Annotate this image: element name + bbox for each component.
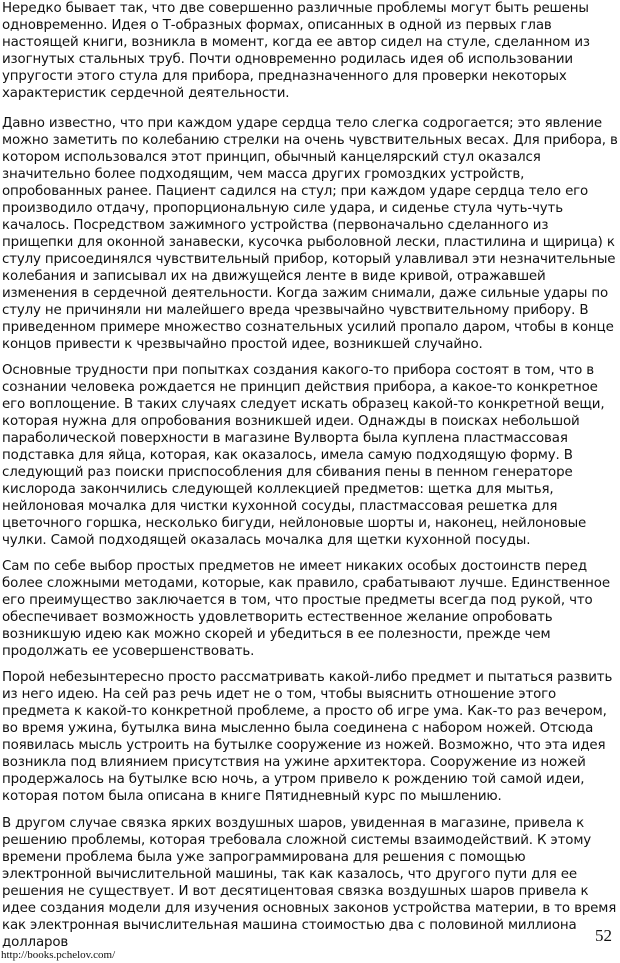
paragraph-3: Основные трудности при попытках создания какого-то прибора состоят в том, что в сознании человека рождается не принцип действия прибора, а какое-то конкретное его воплощение. В таких случаях следует искать образец какой-то конкретной вещи, которая нужна для опробования возникшей идеи. Однажды в поисках небольшой параболической поверхности в магазине Вулворта была куплена пластмассовая подставка для яйца, которая, как оказалось, имела самую подходящую форму. В следующий раз поиски приспособления для сбивания пены в пенном генераторе кислорода закончились следующей коллекцией предметов: щетка для мытья, нейлоновая мочалка для чистки кухонной сосуды, пластмассовая решетка для цветочного горшка, несколько бигуди, нейлоновые шорты и, наконец, нейлоновые чулки. Самой подходящей оказалась мочалка для щетки кухонной посуды.	[2, 363, 605, 548]
paragraph-2: Давно известно, что при каждом ударе сердца тело слегка содрогается; это явление можно заметить по колебанию стрелки на очень чувствительных весах. Для прибора, в котором использовался этот принцип, обычный канцелярский стул оказался значительно более подходящим, чем масса других громоздких устройств, опробованных ранее. Пациент садился на стул; при каждом ударе сердца тело его производило отдачу, пропорциональную силе удара, и сиденье стула чуть-чуть качалось. Посредством зажимного устройства (первоначально сделанного из прищепки для оконной занавески, кусочка рыболовной лески, пластилина и щирица) к стулу присоединялся чувствительный прибор, который улавливал эти незначительные колебания и записывал их на движущейся ленте в виде кривой, отражавшей изменения в сердечной деятельности. Когда зажим снимали, даже сильные удары по стулу не причиняли ни малейшего вреда чрезвычайно чувствительному прибору. В приведенном примере множество сознательных усилий пропало даром, чтобы в конце концов привести к чрезвычайно простой идее, возникшей случайно.	[2, 116, 618, 352]
paragraph-5: Порой небезынтересно просто рассматривать какой-либо предмет и пытаться развить из него идею. На сей раз речь идет не о том, чтобы выяснить отношение этого предмета к какой-то конкретной проблеме, а просто об игре ума. Как-то раз вечером, во время ужина, бутылка вина мысленно была соединена с набором ножей. Отсюда появилась мысль устроить на бутылке сооружение из ножей. Возможно, что эта идея возникла под влиянием присутствия на ужине архитектора. Сооружение из ножей продержалось на бутылке всю ночь, а утром привело к рождению той самой идеи, которая потом была описана в книге Пятидневный курс по мышлению.	[2, 670, 613, 804]
paragraph-6: В другом случае связка ярких воздушных шаров, увиденная в магазине, привела к решению проблемы, которая требовала сложной системы взаимодействий. К этому времени проблема была уже запрограммирована для решения с помощью электронной вычислительной машины, так как казалось, что другого пути для ее решения не существует. И вот десятицентовая связка воздушных шаров привела к идее создания модели для изучения основных законов устройства материи, в то время как электронная вычислительная машина стоимостью два с половиной миллиона долларов	[2, 816, 617, 950]
page-number: 52	[595, 926, 612, 945]
paragraph-1: Нередко бывает так, что две совершенно различные проблемы могут быть решены одновременно. Идея о Т-образных формах, описанных в одной из первых глав настоящей книги, возникла в момент, когда ее автор сидел на стуле, сделанном из изогнутых стальных труб. Почти одновременно родилась идея об использовании упругости этого стула для прибора, предназначенного для проверки некоторых характеристик сердечной деятельности.	[2, 1, 590, 101]
paragraph-4: Сам по себе выбор простых предметов не имеет никаких особых достоинств перед более сложными методами, которые, как правило, срабатывают лучше. Единственное его преимущество заключается в том, что простые предметы всегда под рукой, что обеспечивает возможность удовлетворить естественное желание опробовать возникшую идею как можно скорей и убедиться в ее полезности, прежде чем продолжать ее усовершенствовать.	[2, 559, 610, 659]
footer-url[interactable]: http://books.pchelov.com/	[1, 949, 116, 961]
